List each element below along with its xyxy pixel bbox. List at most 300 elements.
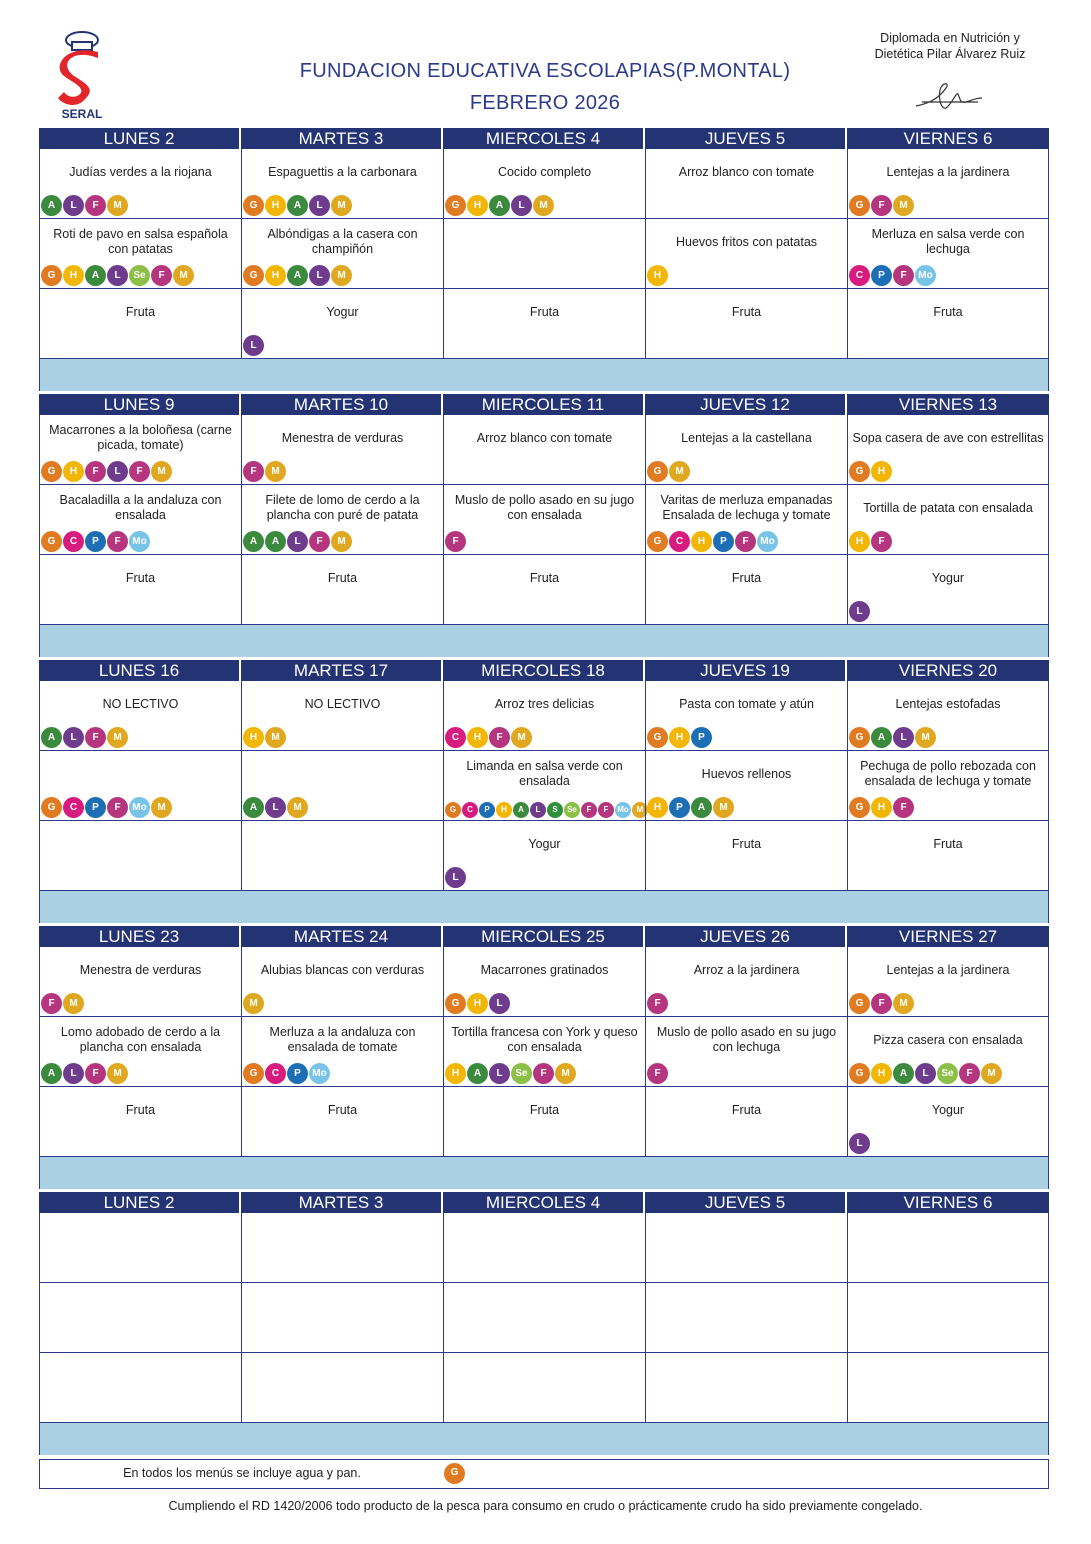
dish-name: Yogur <box>326 304 359 319</box>
menu-cell <box>443 555 645 625</box>
menu-cell <box>847 219 1049 289</box>
mostaza-icon: M <box>287 797 308 818</box>
menu-cell <box>847 1087 1049 1157</box>
lacteos-icon: L <box>265 797 286 818</box>
allergen-icons <box>41 265 194 286</box>
frutos-cascara-icon: F <box>85 461 106 482</box>
dish-name <box>446 1213 643 1259</box>
pescado-icon: P <box>85 531 106 552</box>
dish-name: Muslo de pollo asado en su jugo con ensalada <box>454 493 635 522</box>
dish-name: Bacaladilla a la andaluza con ensalada <box>59 493 222 522</box>
allergen-icons <box>41 195 128 216</box>
apio-icon: A <box>41 1063 62 1084</box>
mostaza-icon: M <box>632 802 648 818</box>
dish-name <box>850 1283 1046 1329</box>
menu-cell <box>241 415 443 485</box>
mostaza-icon: M <box>915 727 936 748</box>
menu-cell <box>39 821 241 891</box>
dish-name <box>42 751 239 797</box>
lacteos-icon: L <box>849 601 870 622</box>
frutos-cascara-icon: F <box>647 993 668 1014</box>
crustaceos-icon: C <box>63 797 84 818</box>
menu-cell <box>645 1087 847 1157</box>
menu-cell <box>241 681 443 751</box>
pescado-icon: P <box>669 797 690 818</box>
dish-name: Pizza casera con ensalada <box>873 1032 1023 1047</box>
dish-name: NO LECTIVO <box>102 696 179 711</box>
frutos-cascara-icon: F <box>151 265 172 286</box>
mostaza-icon: M <box>265 727 286 748</box>
huevo-icon: H <box>445 1063 466 1084</box>
allergen-icons <box>445 867 466 888</box>
dish-name <box>648 1353 845 1399</box>
crustaceos-icon: C <box>669 531 690 552</box>
footer-row <box>39 1459 1049 1489</box>
day-header: MARTES 3 <box>241 128 443 149</box>
dish-name: Macarrones gratinados <box>480 962 609 977</box>
dish-name: Menestra de verduras <box>79 962 202 977</box>
crustaceos-icon: C <box>462 802 478 818</box>
menu-cell <box>39 1017 241 1087</box>
allergen-icons <box>647 727 712 748</box>
apio-icon: A <box>85 265 106 286</box>
page-title: FUNDACION EDUCATIVA ESCOLAPIAS(P.MONTAL) <box>299 60 791 82</box>
gluten-icon: G <box>243 195 264 216</box>
allergen-icons <box>647 531 778 552</box>
dish-name: Arroz tres delicias <box>494 696 595 711</box>
menu-cell <box>241 1353 443 1423</box>
allergen-icons <box>445 1063 576 1084</box>
week-block <box>39 660 1049 926</box>
apio-icon: A <box>265 531 286 552</box>
gluten-icon: G <box>647 727 668 748</box>
crustaceos-icon: C <box>63 531 84 552</box>
menu-cell <box>443 485 645 555</box>
first-course-row <box>39 1213 1049 1283</box>
allergen-icons <box>849 265 936 286</box>
lacteos-icon: L <box>511 195 532 216</box>
frutos-cascara-icon: F <box>533 1063 554 1084</box>
menu-cell <box>443 1213 645 1283</box>
mostaza-icon: M <box>981 1063 1002 1084</box>
dish-name: Filete de lomo de cerdo a la plancha con puré de patata <box>265 493 420 522</box>
dish-name <box>648 1283 845 1329</box>
nutrition-info-band <box>39 1423 1049 1455</box>
sesamo-icon: Se <box>129 265 150 286</box>
dish-name: Fruta <box>529 1102 560 1117</box>
dish-name: Tortilla francesa con York y queso con ensalada <box>451 1025 638 1054</box>
mostaza-icon: M <box>243 993 264 1014</box>
menu-cell <box>645 555 847 625</box>
dish-name <box>648 1213 845 1259</box>
menu-cell <box>645 415 847 485</box>
frutos-cascara-icon: F <box>959 1063 980 1084</box>
sesamo-icon: Se <box>937 1063 958 1084</box>
dish-name: NO LECTIVO <box>304 696 381 711</box>
menu-cell <box>645 289 847 359</box>
dish-name: Fruta <box>933 304 963 319</box>
dish-name: Fruta <box>327 570 358 585</box>
menu-cell <box>39 485 241 555</box>
allergen-icons <box>647 797 734 818</box>
mostaza-icon: M <box>107 1063 128 1084</box>
apio-icon: A <box>243 797 264 818</box>
nutrition-info-band <box>39 891 1049 923</box>
gluten-icon: G <box>41 265 62 286</box>
dish-name: Cocido completo <box>497 164 592 179</box>
allergen-icons <box>243 1063 330 1084</box>
frutos-cascara-icon: F <box>129 461 150 482</box>
allergen-icons <box>243 797 308 818</box>
day-header: MARTES 10 <box>241 394 443 415</box>
crustaceos-icon: C <box>445 727 466 748</box>
menu-cell <box>645 149 847 219</box>
frutos-cascara-icon: F <box>243 461 264 482</box>
menu-cell <box>241 821 443 891</box>
day-header: VIERNES 20 <box>898 661 998 680</box>
allergen-icons <box>41 727 128 748</box>
dish-name: Roti de pavo en salsa española con patatas <box>53 227 228 256</box>
menu-cell <box>39 415 241 485</box>
menu-cell <box>443 821 645 891</box>
dietitian-credit <box>850 30 1050 62</box>
apio-icon: A <box>287 195 308 216</box>
nutrition-info-band <box>39 1157 1049 1189</box>
allergen-icons <box>243 195 352 216</box>
dish-name: Merluza a la andaluza con ensalada de tomate <box>269 1025 416 1054</box>
huevo-icon: H <box>467 195 488 216</box>
mostaza-icon: M <box>669 461 690 482</box>
mostaza-icon: M <box>331 531 352 552</box>
day-header: LUNES 2 <box>39 1192 241 1213</box>
menu-cell <box>39 1087 241 1157</box>
sesamo-icon: Se <box>511 1063 532 1084</box>
lacteos-icon: L <box>63 727 84 748</box>
dish-name: Muslo de pollo asado en su jugo con lechuga <box>656 1025 837 1054</box>
menu-cell <box>645 219 847 289</box>
logo-text: SERAL <box>61 107 103 121</box>
dish-name: Fruta <box>933 836 963 851</box>
allergen-icons <box>243 727 286 748</box>
week-header <box>39 394 1049 415</box>
menu-cell <box>39 1353 241 1423</box>
dish-name <box>850 1213 1046 1259</box>
day-header: JUEVES 19 <box>645 660 847 681</box>
frutos-cascara-icon: F <box>735 531 756 552</box>
dietitian-line-2: Dietética Pilar Álvarez Ruiz <box>874 47 1026 61</box>
menu-cell <box>39 149 241 219</box>
gluten-icon: G <box>849 195 870 216</box>
pescado-icon: P <box>871 265 892 286</box>
menu-cell <box>241 1087 443 1157</box>
lacteos-icon: L <box>243 335 264 356</box>
mostaza-icon: M <box>713 797 734 818</box>
allergen-icons <box>41 531 150 552</box>
huevo-icon: H <box>871 1063 892 1084</box>
pescado-icon: P <box>85 797 106 818</box>
dish-name <box>42 1283 239 1329</box>
mostaza-icon: M <box>893 195 914 216</box>
dish-name: Huevos fritos con patatas <box>675 234 818 249</box>
lacteos-icon: L <box>287 531 308 552</box>
menu-cell <box>847 149 1049 219</box>
allergen-icons <box>243 335 264 356</box>
menu-cell <box>241 485 443 555</box>
week-block <box>39 926 1049 1192</box>
menu-cell <box>847 947 1049 1017</box>
huevo-icon: H <box>691 531 712 552</box>
allergen-icons <box>849 1133 870 1154</box>
menu-cell <box>645 751 847 821</box>
allergen-icons <box>41 797 172 818</box>
apio-icon: A <box>489 195 510 216</box>
menu-cell <box>443 1353 645 1423</box>
allergen-icons <box>243 531 352 552</box>
mostaza-icon: M <box>151 461 172 482</box>
page-month: FEBRERO 2026 <box>469 92 621 114</box>
frutos-cascara-icon: F <box>893 265 914 286</box>
huevo-icon: H <box>467 727 488 748</box>
menu-grid <box>39 128 1049 1458</box>
mostaza-icon: M <box>511 727 532 748</box>
menu-cell <box>645 681 847 751</box>
huevo-icon: H <box>496 802 512 818</box>
allergen-icons <box>647 1063 668 1084</box>
dish-name: Macarrones a la boloñesa (carne picada, tomate) <box>49 423 232 452</box>
gluten-icon: G <box>849 727 870 748</box>
day-header: MIERCOLES 4 <box>443 128 645 149</box>
gluten-icon: G <box>41 797 62 818</box>
allergen-icons <box>647 993 668 1014</box>
mostaza-icon: M <box>331 195 352 216</box>
lacteos-icon: L <box>849 1133 870 1154</box>
allergen-icons <box>243 993 264 1014</box>
dietitian-line-1: Diplomada en Nutrición y <box>880 31 1020 45</box>
dish-name: Pechuga de pollo rebozada con ensalada de lechuga y tomate <box>860 759 1036 788</box>
day-header: MARTES 3 <box>241 1192 443 1213</box>
allergen-icons <box>647 461 690 482</box>
huevo-icon: H <box>265 195 286 216</box>
allergen-icons <box>41 993 84 1014</box>
first-course-row <box>39 149 1049 219</box>
menu-cell <box>847 415 1049 485</box>
nutrition-info-band <box>39 359 1049 391</box>
week-block <box>39 1192 1049 1458</box>
lacteos-icon: L <box>915 1063 936 1084</box>
pescado-icon: P <box>287 1063 308 1084</box>
menu-cell <box>39 555 241 625</box>
day-header: LUNES 9 <box>39 394 241 415</box>
day-header: MIERCOLES 11 <box>443 394 645 415</box>
huevo-icon: H <box>647 797 668 818</box>
menu-cell <box>241 751 443 821</box>
allergen-icons <box>445 993 510 1014</box>
dish-name: Fruta <box>731 836 762 851</box>
sesamo-icon: Se <box>564 802 580 818</box>
second-course-row <box>39 485 1049 555</box>
frutos-cascara-icon: F <box>85 195 106 216</box>
apio-icon: A <box>893 1063 914 1084</box>
day-header: JUEVES 26 <box>645 926 847 947</box>
dessert-row <box>39 289 1049 359</box>
crustaceos-icon: C <box>849 265 870 286</box>
dish-name <box>244 751 441 797</box>
crustaceos-icon: C <box>265 1063 286 1084</box>
lacteos-icon: L <box>107 265 128 286</box>
dish-name <box>42 1353 239 1399</box>
dish-name: Fruta <box>529 570 560 585</box>
menu-cell <box>39 1283 241 1353</box>
menu-cell <box>847 1213 1049 1283</box>
frutos-cascara-icon: F <box>893 797 914 818</box>
dish-name: Judías verdes a la riojana <box>69 164 212 179</box>
menu-cell <box>645 1213 847 1283</box>
mostaza-icon: M <box>533 195 554 216</box>
dish-name: Fruta <box>125 304 156 319</box>
frutos-cascara-icon: F <box>309 531 330 552</box>
mostaza-icon: M <box>107 195 128 216</box>
menu-cell <box>645 821 847 891</box>
frutos-cascara-icon: F <box>85 727 106 748</box>
menu-cell <box>241 555 443 625</box>
dish-name: Fruta <box>731 570 762 585</box>
frutos-cascara-icon: F <box>41 993 62 1014</box>
gluten-icon: G <box>243 1063 264 1084</box>
frutos-cascara-icon: F <box>647 1063 668 1084</box>
menu-cell <box>847 1283 1049 1353</box>
huevo-icon: H <box>243 727 264 748</box>
apio-icon: A <box>691 797 712 818</box>
dish-name: Yogur <box>931 570 965 585</box>
second-course-row <box>39 751 1049 821</box>
second-course-row <box>39 1283 1049 1353</box>
lacteos-icon: L <box>107 461 128 482</box>
week-block <box>39 394 1049 660</box>
menu-cell <box>847 289 1049 359</box>
day-header: MARTES 24 <box>241 926 443 947</box>
moluscos-icon: Mo <box>129 797 150 818</box>
mostaza-icon: M <box>107 727 128 748</box>
dish-name: Arroz a la jardinera <box>693 962 800 977</box>
mostaza-icon: M <box>893 993 914 1014</box>
mostaza-icon: M <box>555 1063 576 1084</box>
allergen-icons <box>849 727 936 748</box>
gluten-icon: G <box>647 461 668 482</box>
dish-name: Fruta <box>529 304 560 319</box>
mostaza-icon: M <box>151 797 172 818</box>
dish-name: Espaguettis a la carbonara <box>268 164 417 179</box>
allergen-icons <box>849 601 870 622</box>
allergen-icons <box>647 265 668 286</box>
dish-name: Tortilla de patata con ensalada <box>863 500 1033 515</box>
moluscos-icon: Mo <box>915 265 936 286</box>
menu-cell <box>443 681 645 751</box>
mostaza-icon: M <box>331 265 352 286</box>
dish-name: Merluza en salsa verde con lechuga <box>871 227 1025 256</box>
huevo-icon: H <box>871 461 892 482</box>
allergen-icons <box>41 461 172 482</box>
dessert-row <box>39 1087 1049 1157</box>
menu-cell <box>847 1017 1049 1087</box>
lacteos-icon: L <box>309 195 330 216</box>
apio-icon: A <box>41 727 62 748</box>
dish-name: Huevos rellenos <box>701 766 792 781</box>
dish-name: Arroz blanco con tomate <box>476 430 613 445</box>
wheat-icon: G <box>444 1463 465 1484</box>
legal-notice: Cumpliendo el RD 1420/2006 todo producto de la pesca para consumo en crudo o prácticamente crudo ha sido previamente congelado. <box>168 1499 923 1513</box>
menu-cell <box>847 555 1049 625</box>
apio-icon: A <box>41 195 62 216</box>
huevo-icon: H <box>63 461 84 482</box>
allergen-icons <box>243 265 352 286</box>
menu-cell <box>443 947 645 1017</box>
dish-name: Yogur <box>931 1102 965 1117</box>
menu-cell <box>847 681 1049 751</box>
week-header <box>39 926 1049 947</box>
dish-name: Lentejas a la jardinera <box>886 962 1010 977</box>
week-header <box>39 1192 1049 1213</box>
day-header: LUNES 23 <box>39 926 241 947</box>
allergen-icons <box>445 802 648 818</box>
frutos-cascara-icon: F <box>489 727 510 748</box>
dish-name: Fruta <box>125 1102 156 1117</box>
day-header: JUEVES 5 <box>645 128 847 149</box>
seral-logo <box>52 30 112 122</box>
menu-cell <box>443 415 645 485</box>
frutos-cascara-icon: F <box>871 531 892 552</box>
day-header: MARTES 17 <box>241 660 443 681</box>
menu-cell <box>39 1213 241 1283</box>
pescado-icon: P <box>479 802 495 818</box>
gluten-icon: G <box>849 797 870 818</box>
menu-cell <box>443 1087 645 1157</box>
menu-cell <box>645 485 847 555</box>
gluten-icon: G <box>849 993 870 1014</box>
apio-icon: A <box>287 265 308 286</box>
allergen-icons <box>445 531 466 552</box>
day-header: VIERNES 6 <box>903 129 993 148</box>
dish-name <box>244 821 441 867</box>
day-header: LUNES 2 <box>39 128 241 149</box>
dish-name: Lentejas estofadas <box>895 696 1001 711</box>
day-header: LUNES 16 <box>39 660 241 681</box>
gluten-icon: G <box>445 802 461 818</box>
pescado-icon: P <box>691 727 712 748</box>
dish-name <box>42 1213 239 1259</box>
allergen-icons <box>849 797 914 818</box>
mostaza-icon: M <box>63 993 84 1014</box>
dish-name <box>244 1353 441 1399</box>
gluten-icon: G <box>647 531 668 552</box>
dish-name: Lentejas a la jardinera <box>886 164 1010 179</box>
moluscos-icon: Mo <box>309 1063 330 1084</box>
gluten-icon: G <box>445 195 466 216</box>
dish-name: Lomo adobado de cerdo a la plancha con ensalada <box>60 1025 221 1054</box>
moluscos-icon: Mo <box>129 531 150 552</box>
dish-name <box>244 1213 441 1259</box>
dish-name <box>446 1353 643 1399</box>
water-bread-note: En todos los menús se incluye agua y pan. <box>123 1466 361 1480</box>
menu-cell <box>39 219 241 289</box>
apio-icon: A <box>243 531 264 552</box>
huevo-icon: H <box>871 797 892 818</box>
menu-cell <box>847 751 1049 821</box>
menu-cell <box>241 289 443 359</box>
allergen-icons <box>849 1063 1002 1084</box>
dish-name <box>42 821 239 867</box>
dish-name: Varitas de merluza empanadas Ensalada de lechuga y tomate <box>660 493 833 522</box>
huevo-icon: H <box>265 265 286 286</box>
